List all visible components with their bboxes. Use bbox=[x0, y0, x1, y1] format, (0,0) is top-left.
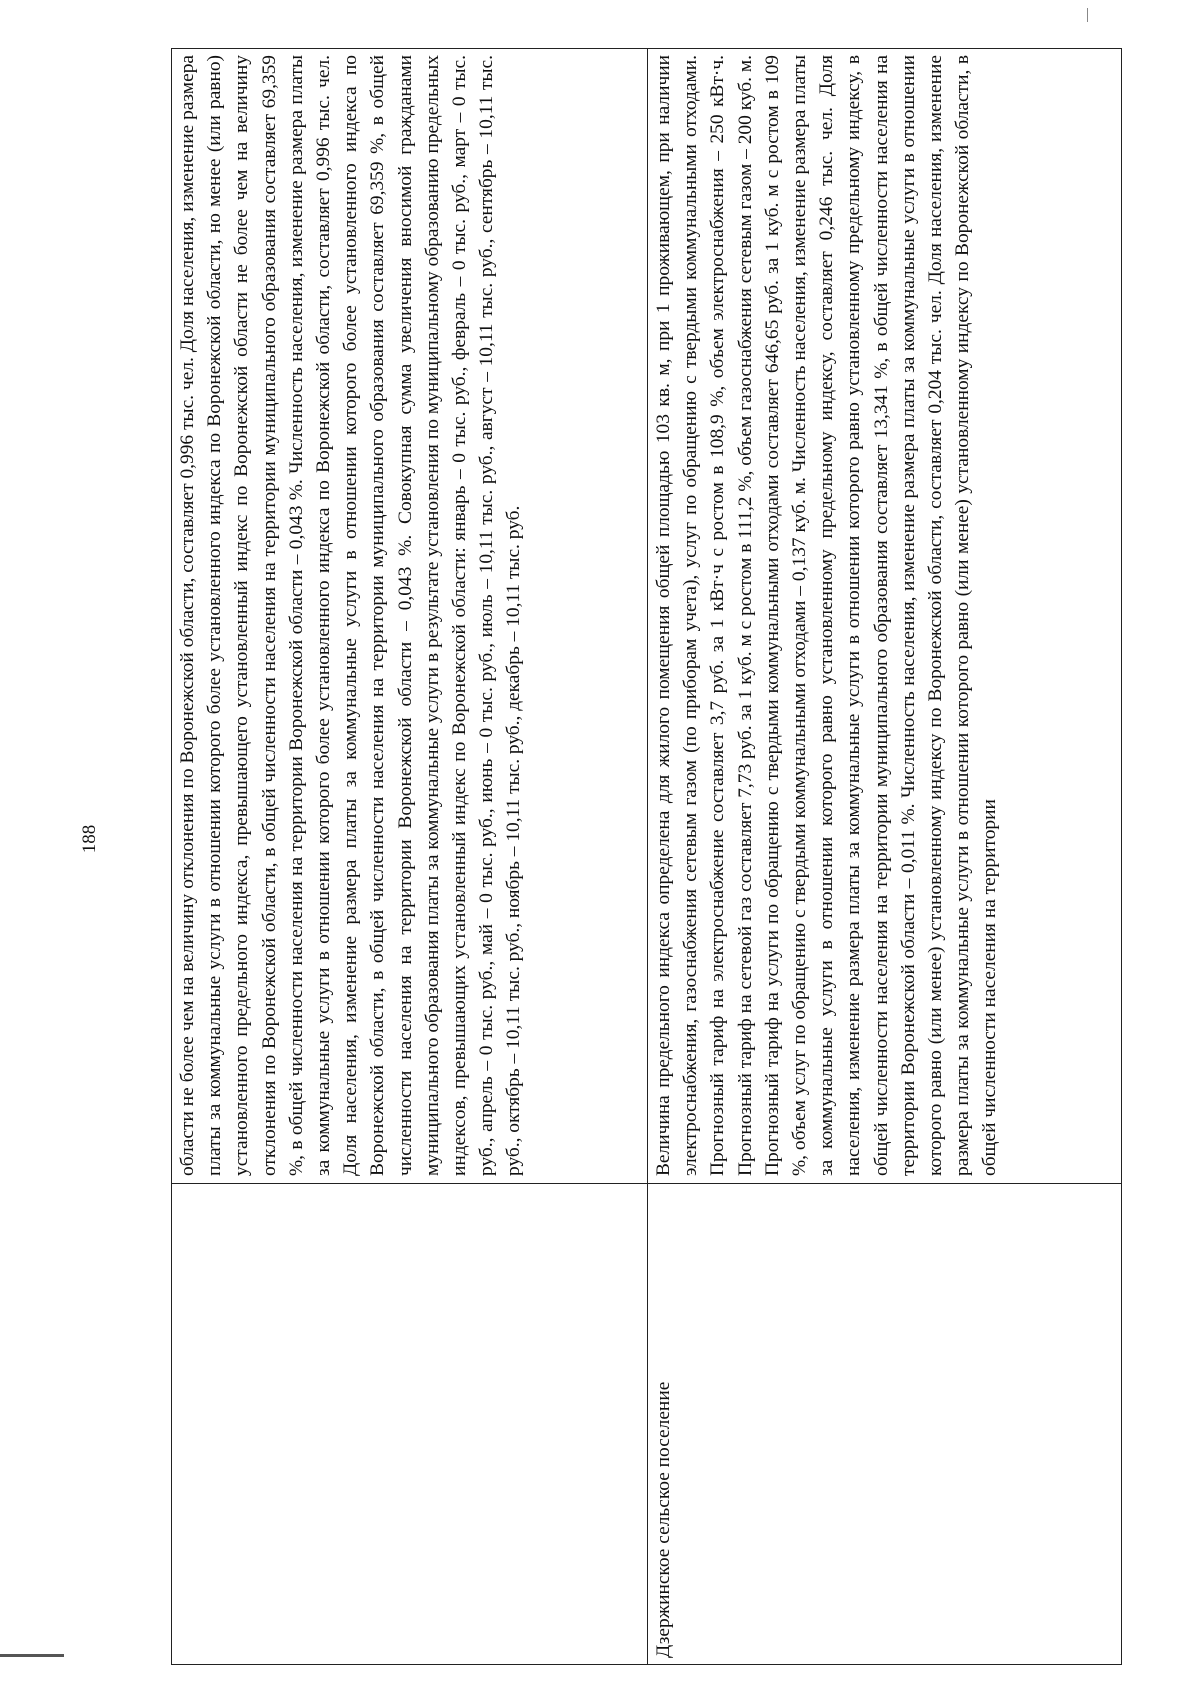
settlement-name-cell bbox=[172, 1184, 648, 1665]
page-number: 188 bbox=[79, 824, 100, 854]
data-table bbox=[171, 48, 1122, 1665]
scan-tick-mark bbox=[1087, 8, 1088, 22]
rotated-table-wrapper bbox=[171, 48, 1121, 1665]
description-cell: Величина предельного индекса определена для жилого помещения общей площадью 103 кв. м, при 1 проживающем, при наличии электроснабжения, газоснабжения сетевым газом (по приборам учета), услуг по обращению с твердыми коммунальными отходами. Прогнозный тариф на электроснабжение составляет 3,7 руб. за 1 кВт·ч с ростом в 108,9 %, объем электроснабжения – 250 кВт·ч. Прогнозный тариф на сетевой газ составляет 7,73 руб. за 1 куб. м с ростом в 111,2 %, объем газоснабжения сетевым газом – 200 куб. м. Прогнозный тариф на услуги по обращению с твердыми коммунальными отходами составляет 646,65 руб. за 1 куб. м с ростом в 109 %, объем услуг по обращению с твердыми коммунальными отходами – 0,137 куб. м. Численность населения, изменение размера платы за коммунальные услуги в отношении которого равно установленному предельному индексу, составляет 0,246 тыс. чел. Доля населения, изменение размера платы за коммунальные услуги в отношении которого равно установленному предельному индексу, в общей численности населения на территории муниципального образования составляет 13,341 %, в общей численности населения на территории Воронежской области – 0,011 %. Численность населения, изменение размера платы за коммунальные услуги в отношении которого равно (или менее) установленному индексу по Воронежской области, составляет 0,204 тыс. чел. Доля населения, изменение размера платы за коммунальные услуги в отношении которого равно (или менее) установленному индексу по Воронежской области, в общей численности населения на территории bbox=[648, 49, 1122, 1184]
description-cell: области не более чем на величину отклонения по Воронежской области, составляет 0,996 тыс. чел. Доля населения, изменение размера платы за коммунальные услуги в отношении которого более установленного индекса по Воронежской области, но менее (или равно) установленного предельного индекса, превышающего установленный индекс по Воронежской области не более чем на величину отклонения по Воронежской области, в общей численности населения на территории муниципального образования составляет 69,359 %, в общей численности населения на территории Воронежской области – 0,043 %. Численность населения, изменение размера платы за коммунальные услуги в отношении которого более установленного индекса по Воронежской области, составляет 0,996 тыс. чел. Доля населения, изменение размера платы за коммунальные услуги в отношении которого более установленного индекса по Воронежской области, в общей численности населения на территории муниципального образования составляет 69,359 %, в общей численности населения на территории Воронежской области – 0,043 %. Совокупная сумма увеличения вносимой гражданами муниципального образования платы за коммунальные услуги в результате установления по муниципальному образованию предельных индексов, превышающих установленный индекс по Воронежской области: январь – 0 тыс. руб., февраль – 0 тыс. руб., март – 0 тыс. руб., апрель – 0 тыс. руб., май – 0 тыс. руб., июнь – 0 тыс. руб., июль – 10,11 тыс. руб., август – 10,11 тыс. руб., сентябрь – 10,11 тыс. руб., октябрь – 10,11 тыс. руб., ноябрь – 10,11 тыс. руб., декабрь – 10,11 тыс. руб. bbox=[172, 49, 648, 1184]
table-row bbox=[648, 49, 1122, 1665]
settlement-name-cell: Дзержинское сельское поселение bbox=[648, 1184, 1122, 1665]
table-row bbox=[172, 49, 648, 1665]
scan-corner-mark bbox=[0, 1654, 64, 1657]
